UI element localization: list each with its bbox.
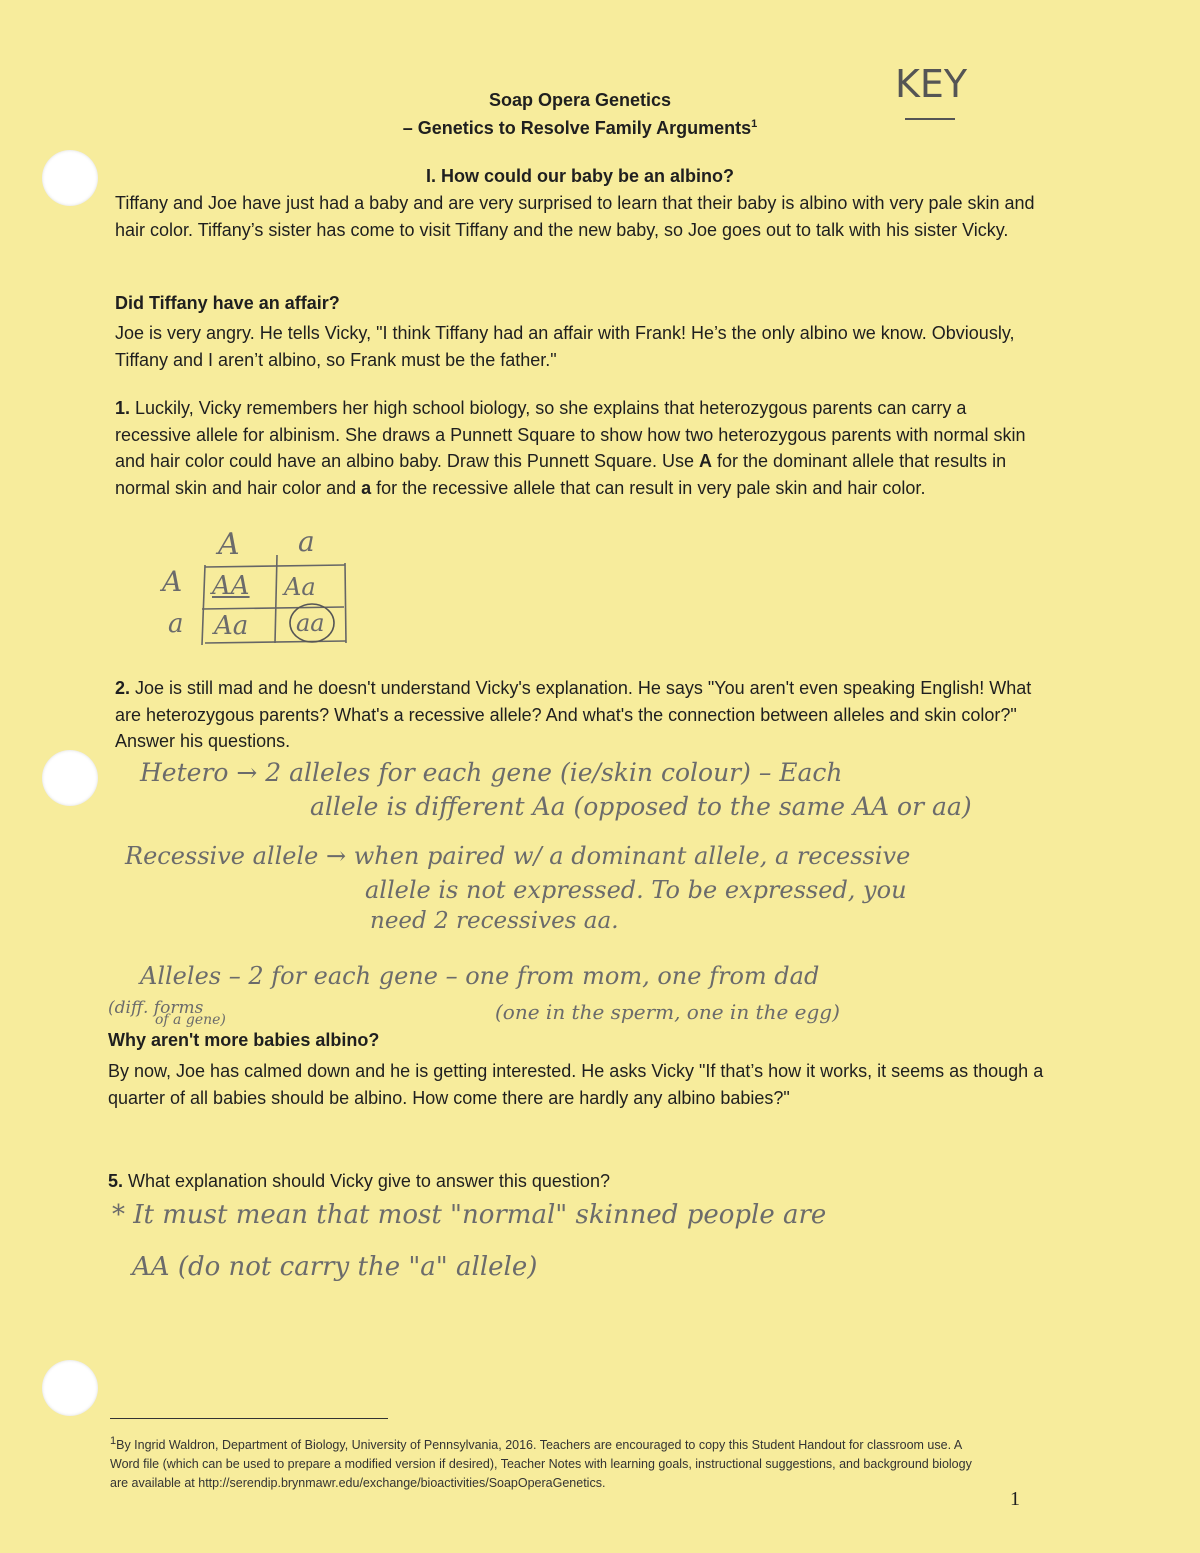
joe-quote: Joe is very angry. He tells Vicky, "I think Tiffany had an affair with Frank! He’s the only albino we know. Obviously, Tiffany and I aren’t albino, so Frank must be the father."	[115, 323, 1015, 370]
q2-number: 2.	[115, 678, 131, 698]
punnett-col-header-a: a	[298, 525, 315, 558]
worksheet-title	[0, 90, 1160, 111]
q1-dominant-letter: A	[699, 451, 713, 471]
punnett-square	[150, 525, 370, 660]
q5-number: 5.	[108, 1171, 124, 1191]
section2-text: By now, Joe has calmed down and he is getting interested. He asks Vicky "If that’s how it works, it seems as though a quarter of all babies should be albino. How come there are hardly any albino babies?"	[108, 1061, 1044, 1108]
answer2-line4: allele is not expressed. To be expressed, you	[365, 876, 907, 904]
q5-text: What explanation should Vicky give to answer this question?	[123, 1171, 610, 1191]
q1-recessive-letter: a	[361, 477, 372, 498]
footnote-divider	[110, 1418, 388, 1419]
binder-hole-middle	[42, 750, 98, 806]
footnote-text: By Ingrid Waldron, Department of Biology, University of Pennsylvania, 2016. Teachers are encouraged to copy this Student Handout for classroom use. A Word file (which can be used to prepare a modified version if desired), Teacher Notes with learning goals, instructional suggestions, and background biology are available at http://serendip.brynmawr.edu/exchange/bioactivities/SoapOperaGenetics.	[110, 1438, 972, 1491]
binder-hole-bottom	[42, 1360, 98, 1416]
q1-text-c: for the recessive allele that can result in very pale skin and hair color.	[371, 477, 926, 498]
question-1	[115, 395, 1045, 501]
title-footnote-mark: 1	[751, 118, 758, 130]
affair-heading: Did Tiffany have an affair?	[115, 293, 340, 313]
answer2-line5: need 2 recessives aa.	[370, 908, 619, 934]
answer2-diff-forms: (diff. forms	[108, 998, 204, 1018]
punnett-cell-aa: aa	[296, 609, 325, 637]
title-line2: – Genetics to Resolve Family Arguments	[402, 118, 752, 138]
q2-text: Joe is still mad and he doesn't understand Vicky's explanation. He says "You aren't even speaking English! What are heterozygous parents? What's a recessive allele? And what's the connection between alleles and skin color?" Answer his questions.	[115, 678, 1032, 751]
footnote-mark: 1	[110, 1435, 117, 1447]
answer2-sperm-egg: (one in the sperm, one in the egg)	[495, 1000, 840, 1024]
footnote	[110, 1432, 990, 1493]
answer5-line1: * It must mean that most "normal" skinned people are	[112, 1200, 827, 1230]
punnett-cell-AA: AA	[212, 571, 250, 601]
q1-text-b: for the dominant allele that results in normal skin and hair color and	[115, 451, 1007, 498]
answer2-line2: allele is different Aa (opposed to the same AA or aa)	[310, 792, 972, 821]
punnett-cell-Aa-top: Aa	[284, 573, 316, 601]
title-line1: Soap Opera Genetics	[488, 90, 672, 110]
punnett-row-header-a: a	[168, 609, 184, 639]
answer2-line1: Hetero → 2 alleles for each gene (ie/skin colour) – Each	[140, 758, 843, 787]
section2-heading: Why aren't more babies albino?	[108, 1030, 380, 1050]
answer2-of-a-gene: of a gene)	[155, 1012, 226, 1028]
q1-number: 1.	[115, 398, 131, 418]
key-label: KEY	[895, 62, 968, 106]
answer2-line3: Recessive allele → when paired w/ a dominant allele, a recessive	[125, 842, 911, 870]
page-number: 1	[1010, 1488, 1020, 1510]
answer2-line6: Alleles – 2 for each gene – one from mom, one from dad	[140, 962, 820, 990]
question-2	[115, 675, 1045, 755]
answer5-line2: AA (do not carry the "a" allele)	[132, 1252, 538, 1282]
section1-heading: I. How could our baby be an albino?	[425, 166, 734, 186]
punnett-row-header-A: A	[162, 565, 183, 598]
punnett-col-header-A: A	[218, 527, 240, 562]
worksheet-subtitle	[0, 118, 1160, 139]
question-5	[108, 1168, 1038, 1195]
punnett-cell-Aa-bottom: Aa	[214, 611, 249, 641]
q1-text-a: Luckily, Vicky remembers her high school biology, so she explains that heterozygous parents can carry a recessive allele for albinism. She draws a Punnett Square to show how two heterozygous parents with normal skin and hair color could have an albino baby. Draw this Punnett Square. Use	[115, 398, 1026, 471]
section1-intro: Tiffany and Joe have just had a baby and are very surprised to learn that their baby is albino with very pale skin and hair color. Tiffany’s sister has come to visit Tiffany and the new baby, so Joe goes out to talk with his sister Vicky.	[115, 193, 1035, 240]
